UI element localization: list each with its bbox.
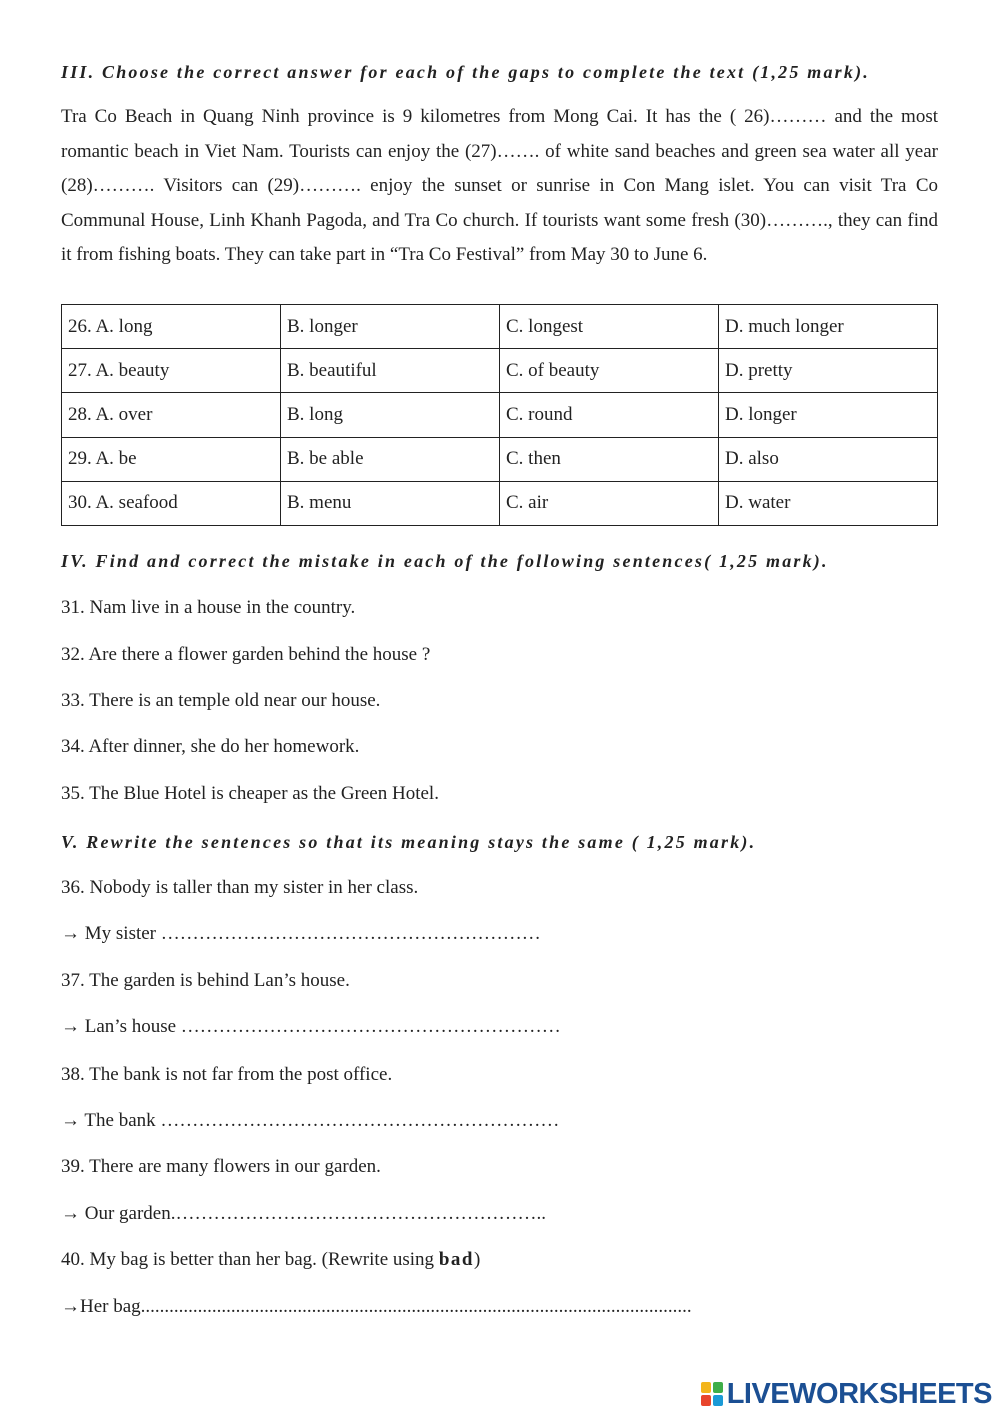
reading-passage: Tra Co Beach in Quang Ninh province is 9 kilometres from Mong Cai. It has the ( 26)……… and the most romantic beach in Viet Nam. Tourists can enjoy the (27)……. of white sand beaches and green sea water all year (28)………. Visitors can (29)………. enjoy the sunset or sunrise in Con Mang islet. You can visit Tra Co Communal House, Linh Khanh Pagoda, and Tra Co church. If tourists want some fresh (30)………., they can find it from fishing boats. They can take part in “Tra Co Festival” from May 30 to June 6. (61, 106, 938, 265)
option-cell[interactable]: 26. A. long (62, 305, 281, 349)
question-40-text: 40. My bag is better than her bag. (Rewrite using (61, 1249, 439, 1270)
rewrite-question-40 (61, 1249, 480, 1271)
option-cell[interactable]: C. round (500, 393, 719, 437)
option-cell[interactable]: 30. A. seafood (62, 481, 281, 525)
option-cell[interactable]: 27. A. beauty (62, 349, 281, 393)
rewrite-question-37: 37. The garden is behind Lan’s house. (61, 970, 350, 991)
sentence-35: 35. The Blue Hotel is cheaper as the Green Hotel. (61, 783, 439, 804)
section-3-heading: III. Choose the correct answer for each of the gaps to complete the text (1,25 mark). (61, 62, 870, 82)
sentence-32: 32. Are there a flower garden behind the house ? (61, 644, 431, 665)
option-cell[interactable]: 29. A. be (62, 437, 281, 481)
sentence-31: 31. Nam live in a house in the country. (61, 597, 356, 618)
answer-options-table (61, 304, 938, 526)
rewrite-answer-36[interactable]: → My sister …………………………………………………… (61, 923, 541, 944)
option-cell[interactable]: C. then (500, 437, 719, 481)
keyword-bad: bad (438, 1249, 474, 1270)
liveworksheets-logo (701, 1377, 992, 1411)
logo-square-red (701, 1395, 711, 1406)
option-cell[interactable]: 28. A. over (62, 393, 281, 437)
question-40-end: ) (473, 1249, 481, 1270)
rewrite-answer-40[interactable]: →Her bag.................................................................................................................... (61, 1296, 692, 1317)
option-cell[interactable]: D. longer (719, 393, 938, 437)
logo-text: LIVEWORKSHEETS (726, 1377, 992, 1410)
option-cell[interactable]: B. long (281, 393, 500, 437)
option-cell[interactable]: D. water (719, 481, 938, 525)
logo-square-blue (713, 1395, 723, 1406)
option-cell[interactable]: C. air (500, 481, 719, 525)
logo-square-green (713, 1382, 723, 1393)
table-row (62, 305, 938, 349)
table-row (62, 349, 938, 393)
sentence-33: 33. There is an temple old near our house. (61, 690, 381, 711)
option-cell[interactable]: D. also (719, 437, 938, 481)
logo-icon (701, 1382, 723, 1406)
option-cell[interactable]: D. much longer (719, 305, 938, 349)
rewrite-answer-39[interactable]: → Our garden.………………………………………………….. (61, 1203, 546, 1224)
option-cell[interactable]: C. longest (500, 305, 719, 349)
table-row (62, 481, 938, 525)
rewrite-question-38: 38. The bank is not far from the post office. (61, 1064, 393, 1085)
sentence-34: 34. After dinner, she do her homework. (61, 736, 360, 757)
option-cell[interactable]: C. of beauty (500, 349, 719, 393)
option-cell[interactable]: D. pretty (719, 349, 938, 393)
option-cell[interactable]: B. menu (281, 481, 500, 525)
section-5-heading: V. Rewrite the sentences so that its meaning stays the same ( 1,25 mark). (61, 832, 757, 852)
rewrite-question-39: 39. There are many flowers in our garden. (61, 1156, 381, 1177)
table-row (62, 437, 938, 481)
rewrite-question-36: 36. Nobody is taller than my sister in her class. (61, 877, 419, 898)
rewrite-answer-38[interactable]: → The bank ……………………………………………………… (61, 1110, 560, 1131)
option-cell[interactable]: B. be able (281, 437, 500, 481)
option-cell[interactable]: B. longer (281, 305, 500, 349)
rewrite-answer-37[interactable]: → Lan’s house …………………………………………………… (61, 1016, 561, 1037)
option-cell[interactable]: B. beautiful (281, 349, 500, 393)
section-4-heading: IV. Find and correct the mistake in each of the following sentences( 1,25 mark). (61, 551, 829, 571)
table-row (62, 393, 938, 437)
logo-square-yellow (701, 1382, 711, 1393)
